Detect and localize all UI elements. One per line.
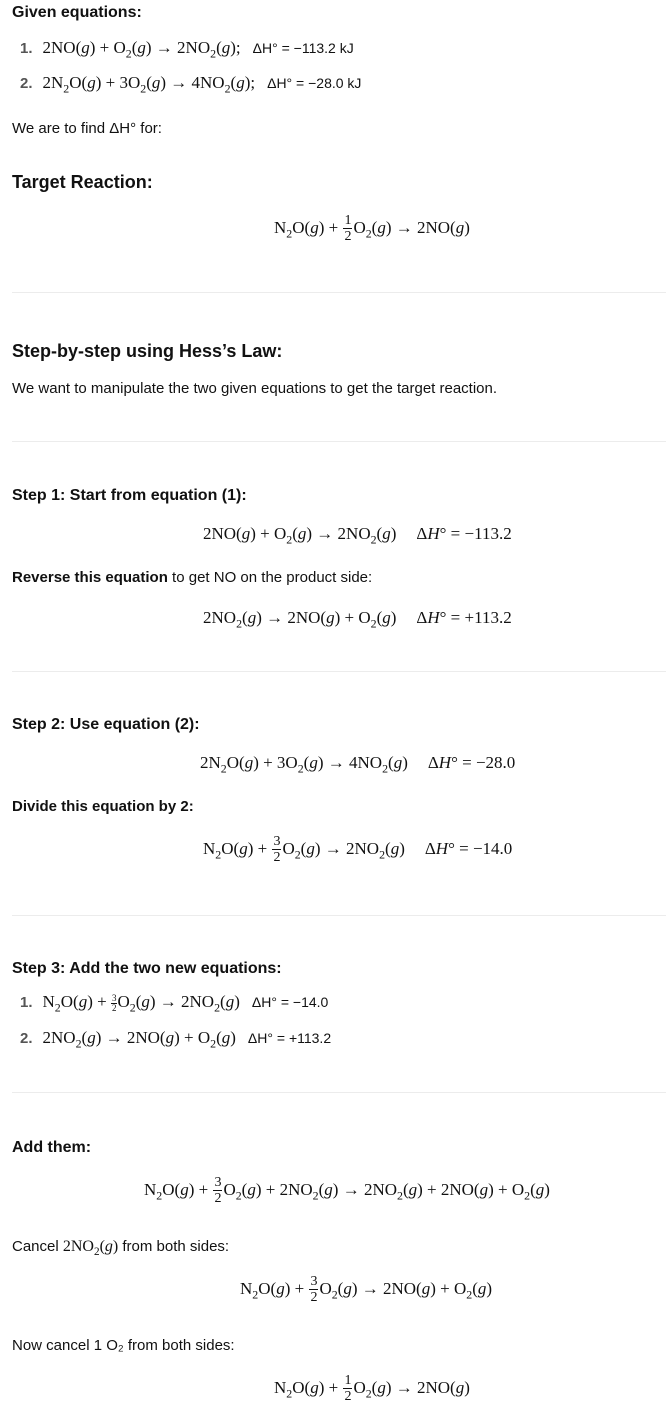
divider bbox=[12, 915, 666, 916]
step1-equation: $2NO(g) + O_2(g) \to 2NO_2(g) \Delta H^\circ = -113.2$ bbox=[203, 524, 512, 547]
given-equation-1: 1. $2NO(g) + O_2(g) \to 2NO_2(g)$; ΔH° = −113.2 kJ bbox=[20, 38, 354, 61]
hess-heading: Step-by-step using Hess’s Law: bbox=[12, 341, 283, 361]
list-number: 1. bbox=[20, 40, 33, 57]
step2-heading: Step 2: Use equation (2): bbox=[12, 716, 200, 733]
cancel-prefix: Cancel bbox=[12, 1238, 63, 1255]
given-heading: Given equations: bbox=[12, 4, 142, 21]
step3-heading: Step 3: Add the two new equations: bbox=[12, 960, 282, 977]
add-heading: Add them: bbox=[12, 1139, 92, 1156]
step1-reversed-equation: $2NO_2(g) \to 2NO(g) + O_2(g) \Delta H^\circ = +113.2$ bbox=[203, 608, 512, 631]
delta-h-value: −113.2 bbox=[464, 524, 512, 543]
reverse-instruction bbox=[12, 569, 372, 586]
list-number: 1. bbox=[20, 994, 33, 1011]
delta-h-value: ΔH° = −113.2 kJ bbox=[252, 40, 354, 56]
divider bbox=[12, 441, 666, 442]
divider bbox=[12, 671, 666, 672]
given-equation-2: 2. $2N_2O(g) + 3O_2(g) \to 4NO_2(g)$; ΔH° = −28.0 kJ bbox=[20, 73, 362, 96]
final-equation: $N_2O(g)$ + $\frac{1}{2}$ $O_2(g) \to 2NO(g)$ bbox=[274, 1373, 470, 1404]
delta-h-value: ΔH° = −14.0 bbox=[251, 994, 329, 1010]
delta-h-value: −14.0 bbox=[472, 838, 513, 858]
divider bbox=[12, 1092, 666, 1093]
step3-equation-1: 1. $N_2O(g)$ + $\frac{3}{2}$ $O_2(g) \to 2NO_2(g) \Delta H^\circ = -14.0$ bbox=[20, 992, 329, 1015]
list-number: 2. bbox=[20, 1030, 33, 1047]
cancel-suffix: from both sides: bbox=[118, 1238, 230, 1255]
step2-equation: $2N_2O(g) + 3O_2(g) \to 4NO_2(g) \Delta H^\circ = -28.0$ bbox=[200, 753, 516, 776]
target-equation: $N_2O(g)$ + $\frac{1}{2}$ $O_2(g) \to 2NO(g)$ bbox=[274, 213, 470, 244]
delta-h-value: −28.0 bbox=[475, 753, 516, 772]
cancelled-equation: $N_2O(g)$ + $\frac{3}{2}$ $O_2(g) \to 2NO(g) + O_2(g)$ bbox=[240, 1274, 493, 1305]
step3-equation-2: 2. $2NO_2(g) \to 2NO(g) + O_2(g) \Delta H^\circ = +113.2$ bbox=[20, 1028, 332, 1051]
divider bbox=[12, 292, 666, 293]
delta-h-value: ΔH° = +113.2 bbox=[247, 1030, 332, 1046]
reverse-rest-text: to get NO on the product side: bbox=[167, 569, 373, 586]
reverse-bold-text: Reverse this equation bbox=[12, 569, 168, 586]
target-heading: Target Reaction: bbox=[12, 172, 153, 192]
list-number: 2. bbox=[20, 75, 33, 92]
combined-equation: $N_2O(g)$ + $\frac{3}{2}$ $O_2(g) + 2NO_2(g) \to 2NO_2(g) + 2NO(g) + O_2(g)$ bbox=[144, 1175, 550, 1206]
step2-divided-equation: $N_2O(g)$ + $\frac{3}{2}$ $O_2(g) \to 2NO_2(g) \Delta H^\circ = -14.0$ bbox=[203, 834, 513, 865]
find-text: We are to find ΔH° for: bbox=[12, 120, 162, 137]
delta-h-value: +113.2 bbox=[464, 608, 512, 627]
hess-intro: We want to manipulate the two given equations to get the target reaction. bbox=[12, 380, 498, 397]
cancel-no2-text: Cancel $2NO_2(g)$ from both sides: bbox=[12, 1238, 230, 1259]
cancel-o2-text: Now cancel 1 O₂ from both sides: bbox=[12, 1337, 235, 1354]
divide-instruction: Divide this equation by 2: bbox=[12, 798, 194, 815]
step1-heading: Step 1: Start from equation (1): bbox=[12, 487, 247, 504]
delta-h-value: ΔH° = −28.0 kJ bbox=[267, 75, 362, 91]
